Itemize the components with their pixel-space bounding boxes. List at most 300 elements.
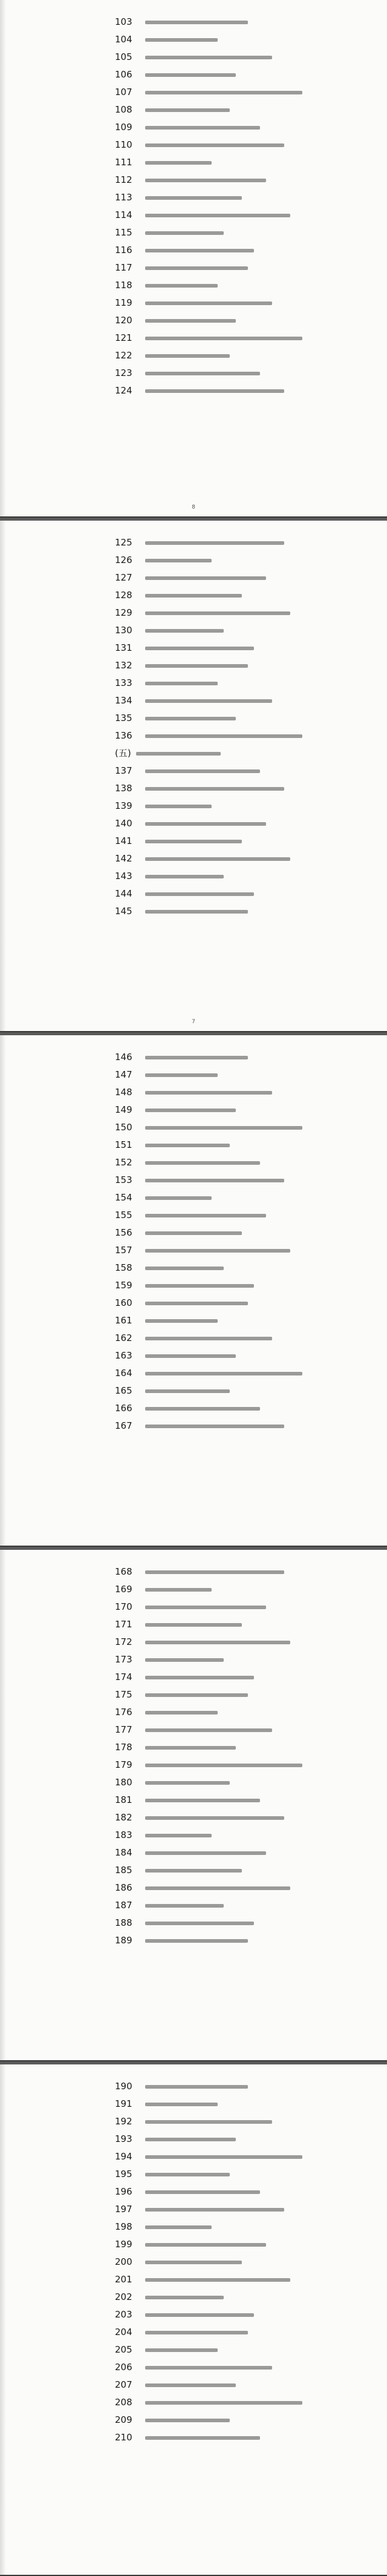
list-item [0, 1242, 387, 1259]
item-number: 191 [115, 2098, 132, 2109]
illegible-text-line [145, 1284, 254, 1288]
illegible-text-line [145, 2120, 272, 2124]
page-number: 8 [192, 504, 195, 510]
illegible-text-line [145, 2296, 224, 2299]
illegible-text-line [145, 1319, 218, 1323]
item-number: 128 [115, 590, 132, 601]
item-number: 122 [115, 350, 132, 361]
list-item [0, 119, 387, 136]
illegible-text-line [145, 214, 290, 217]
item-number: 115 [115, 227, 132, 238]
list-item [0, 1739, 387, 1756]
illegible-text-line [145, 2313, 254, 2317]
item-number: 201 [115, 2274, 132, 2285]
section-heading [0, 745, 387, 762]
illegible-text-line [145, 1834, 212, 1837]
item-number: 172 [115, 1636, 132, 1647]
list-item [0, 1756, 387, 1773]
illegible-text-line [145, 2085, 248, 2089]
item-number: 135 [115, 713, 132, 723]
illegible-text-line [145, 38, 218, 42]
list-item [0, 2271, 387, 2288]
item-number: 178 [115, 1742, 132, 1753]
item-number: 145 [115, 906, 132, 917]
illegible-text-line [145, 682, 218, 685]
illegible-text-line [145, 337, 302, 340]
item-number: 142 [115, 853, 132, 864]
list-item [0, 552, 387, 568]
illegible-text-line [145, 1799, 260, 1802]
illegible-text-line [145, 1711, 218, 1715]
page-number: 7 [192, 1019, 195, 1025]
item-number: 193 [115, 2133, 132, 2144]
list-item [0, 1668, 387, 1685]
item-number: 107 [115, 87, 132, 97]
illegible-text-line [145, 2190, 260, 2194]
illegible-text-line [145, 2208, 284, 2212]
item-number: 208 [115, 2397, 132, 2408]
list-item [0, 1365, 387, 1382]
illegible-text-line [145, 73, 236, 77]
item-number: 150 [115, 1122, 132, 1133]
item-number: 185 [115, 1865, 132, 1876]
illegible-text-line [145, 1337, 272, 1340]
list-item [0, 48, 387, 65]
list-item [0, 154, 387, 171]
illegible-text-line [145, 372, 260, 375]
illegible-text-line [145, 91, 302, 94]
illegible-text-line [145, 1389, 230, 1393]
list-item [0, 797, 387, 814]
item-number: 153 [115, 1174, 132, 1185]
list-item [0, 2113, 387, 2130]
item-number: 163 [115, 1350, 132, 1361]
item-number: 167 [115, 1420, 132, 1431]
list-item [0, 242, 387, 259]
item-number: 131 [115, 642, 132, 653]
illegible-text-line [145, 1267, 224, 1270]
illegible-text-line [136, 752, 221, 756]
list-item [0, 1633, 387, 1650]
list-item [0, 2078, 387, 2095]
list-item [0, 31, 387, 48]
item-number: 116 [115, 245, 132, 255]
illegible-text-line [145, 559, 212, 562]
illegible-text-line [145, 1214, 266, 1217]
item-number: 189 [115, 1935, 132, 1946]
illegible-text-line [145, 1425, 284, 1428]
illegible-text-line [145, 143, 284, 147]
list-item [0, 569, 387, 586]
list-item [0, 13, 387, 30]
list-item [0, 1862, 387, 1879]
illegible-text-line [145, 2138, 236, 2141]
list-item [0, 710, 387, 726]
illegible-text-line [145, 2419, 230, 2422]
list-item [0, 347, 387, 364]
illegible-text-line [145, 2155, 302, 2159]
item-number: 200 [115, 2256, 132, 2267]
illegible-text-line [145, 249, 254, 252]
item-number: 183 [115, 1830, 132, 1840]
illegible-text-line [145, 126, 260, 130]
illegible-text-line [145, 2225, 212, 2229]
list-item [0, 868, 387, 884]
illegible-text-line [145, 301, 272, 305]
list-item [0, 2201, 387, 2218]
document-page [0, 0, 387, 518]
illegible-text-line [145, 1728, 272, 1732]
illegible-text-line [145, 717, 236, 720]
item-number: 136 [115, 730, 132, 741]
list-item [0, 294, 387, 311]
illegible-text-line [145, 2278, 290, 2282]
item-number: 149 [115, 1104, 132, 1115]
illegible-text-line [145, 857, 290, 861]
illegible-text-line [145, 1126, 302, 1130]
item-number: 141 [115, 835, 132, 846]
illegible-text-line [145, 1073, 218, 1077]
list-item [0, 1277, 387, 1294]
illegible-text-line [145, 1676, 254, 1679]
list-item [0, 1207, 387, 1224]
list-item [0, 587, 387, 604]
item-number: 111 [115, 157, 132, 168]
illegible-text-line [145, 2348, 218, 2352]
list-item [0, 364, 387, 381]
illegible-text-line [145, 629, 224, 633]
illegible-text-line [145, 1108, 236, 1112]
item-number: 124 [115, 385, 132, 396]
item-number: 160 [115, 1297, 132, 1308]
illegible-text-line [145, 1816, 284, 1820]
illegible-text-line [145, 1144, 230, 1147]
list-item [0, 224, 387, 241]
list-item [0, 189, 387, 206]
list-item [0, 2148, 387, 2165]
illegible-text-line [145, 892, 254, 896]
list-item [0, 657, 387, 674]
list-item [0, 2218, 387, 2235]
illegible-text-line [145, 647, 254, 650]
illegible-text-line [145, 875, 224, 878]
item-number: 206 [115, 2362, 132, 2373]
list-item [0, 1879, 387, 1896]
illegible-text-line [145, 787, 284, 791]
item-number: 133 [115, 677, 132, 688]
item-number: 139 [115, 800, 132, 811]
list-item [0, 1704, 387, 1721]
illegible-text-line [145, 611, 290, 615]
item-number: 103 [115, 16, 132, 27]
list-item [0, 1417, 387, 1434]
item-number: 137 [115, 765, 132, 776]
list-item [0, 1136, 387, 1153]
item-number: 132 [115, 660, 132, 671]
list-item [0, 692, 387, 709]
list-item [0, 1616, 387, 1633]
illegible-text-line [145, 108, 230, 112]
item-number: 134 [115, 695, 132, 706]
illegible-text-line [145, 1354, 236, 1358]
item-number: 176 [115, 1707, 132, 1718]
list-item [0, 2324, 387, 2340]
illegible-text-line [145, 2366, 272, 2370]
item-number: 143 [115, 871, 132, 881]
list-item [0, 2411, 387, 2428]
item-number: 106 [115, 69, 132, 80]
illegible-text-line [145, 1693, 248, 1697]
list-item [0, 66, 387, 83]
document-page [0, 1550, 387, 2061]
list-item [0, 1154, 387, 1171]
illegible-text-line [145, 1407, 260, 1411]
item-number: 120 [115, 315, 132, 326]
item-number: 194 [115, 2151, 132, 2162]
list-item [0, 1686, 387, 1703]
item-number: 162 [115, 1332, 132, 1343]
list-item [0, 2394, 387, 2411]
item-number: 179 [115, 1759, 132, 1770]
illegible-text-line [145, 805, 212, 808]
item-number: 205 [115, 2344, 132, 2355]
illegible-text-line [145, 1570, 284, 1574]
illegible-text-line [145, 2243, 266, 2247]
item-number: 177 [115, 1724, 132, 1735]
list-item [0, 1791, 387, 1808]
list-item [0, 1084, 387, 1101]
illegible-text-line [145, 1179, 284, 1182]
list-item [0, 762, 387, 779]
list-item [0, 1294, 387, 1311]
item-number: 186 [115, 1882, 132, 1893]
list-item [0, 382, 387, 399]
item-number: 146 [115, 1052, 132, 1062]
illegible-text-line [145, 1781, 230, 1785]
illegible-text-line [145, 1746, 236, 1750]
item-number: 119 [115, 297, 132, 308]
illegible-text-line [145, 822, 266, 826]
item-number: 169 [115, 1584, 132, 1595]
document-page [0, 1035, 387, 1547]
item-number: 210 [115, 2432, 132, 2443]
item-number: 164 [115, 1368, 132, 1379]
item-number: 181 [115, 1794, 132, 1805]
list-item [0, 2183, 387, 2200]
list-item [0, 1844, 387, 1861]
item-number: 203 [115, 2309, 132, 2320]
illegible-text-line [145, 1606, 266, 1609]
illegible-text-line [145, 1056, 248, 1059]
item-number: 138 [115, 783, 132, 794]
illegible-text-line [145, 699, 272, 703]
list-item [0, 1563, 387, 1580]
list-item [0, 1651, 387, 1668]
list-item [0, 622, 387, 639]
list-item [0, 1049, 387, 1066]
illegible-text-line [145, 541, 284, 545]
item-number: 180 [115, 1777, 132, 1788]
item-number: 161 [115, 1315, 132, 1326]
list-item [0, 674, 387, 691]
illegible-text-line [145, 1869, 242, 1873]
item-number: 151 [115, 1139, 132, 1150]
list-item [0, 832, 387, 849]
list-item [0, 1774, 387, 1791]
item-number: 207 [115, 2379, 132, 2390]
item-number: 112 [115, 174, 132, 185]
item-number: 108 [115, 104, 132, 115]
list-item [0, 2166, 387, 2182]
illegible-text-line [145, 1161, 260, 1165]
item-number: 125 [115, 537, 132, 548]
item-number: 195 [115, 2169, 132, 2179]
item-number: 118 [115, 280, 132, 291]
list-item [0, 2376, 387, 2393]
item-number: 166 [115, 1403, 132, 1414]
list-item [0, 1914, 387, 1931]
item-number: 154 [115, 1192, 132, 1203]
list-item [0, 1189, 387, 1206]
illegible-text-line [145, 56, 272, 59]
list-item [0, 1581, 387, 1598]
item-number: 129 [115, 607, 132, 618]
illegible-text-line [145, 2331, 248, 2334]
list-item [0, 639, 387, 656]
illegible-text-line [145, 664, 248, 668]
list-item [0, 2306, 387, 2323]
illegible-text-line [145, 1922, 254, 1925]
list-item [0, 2359, 387, 2376]
list-item [0, 1400, 387, 1417]
item-number: 159 [115, 1280, 132, 1291]
illegible-text-line [145, 196, 242, 200]
illegible-text-line [145, 319, 236, 323]
illegible-text-line [145, 769, 260, 773]
list-item [0, 84, 387, 100]
item-number: 175 [115, 1689, 132, 1700]
item-number: 196 [115, 2186, 132, 2197]
list-item [0, 101, 387, 118]
illegible-text-line [145, 594, 242, 598]
illegible-text-line [145, 1764, 302, 1767]
list-item [0, 1932, 387, 1949]
item-number: (五) [115, 748, 131, 759]
item-number: 144 [115, 888, 132, 899]
illegible-text-line [145, 1939, 248, 1943]
illegible-text-line [145, 2103, 218, 2106]
item-number: 123 [115, 367, 132, 378]
item-number: 155 [115, 1210, 132, 1220]
illegible-text-line [145, 1302, 248, 1305]
illegible-text-line [145, 1658, 224, 1662]
item-number: 152 [115, 1157, 132, 1168]
item-number: 190 [115, 2081, 132, 2092]
item-number: 117 [115, 262, 132, 273]
illegible-text-line [145, 389, 284, 393]
item-number: 110 [115, 139, 132, 150]
list-item [0, 780, 387, 797]
list-item [0, 1721, 387, 1738]
illegible-text-line [145, 2401, 302, 2405]
list-item [0, 1259, 387, 1276]
illegible-text-line [145, 2436, 260, 2440]
list-item [0, 1382, 387, 1399]
list-item [0, 604, 387, 621]
list-item [0, 903, 387, 920]
list-item [0, 2095, 387, 2112]
item-number: 204 [115, 2327, 132, 2337]
item-number: 130 [115, 625, 132, 636]
list-item [0, 2130, 387, 2147]
illegible-text-line [145, 1249, 290, 1253]
item-number: 114 [115, 209, 132, 220]
item-number: 168 [115, 1566, 132, 1577]
item-number: 209 [115, 2414, 132, 2425]
list-item [0, 1809, 387, 1826]
list-item [0, 2288, 387, 2305]
item-number: 188 [115, 1917, 132, 1928]
illegible-text-line [145, 1372, 302, 1375]
list-item [0, 1347, 387, 1364]
illegible-text-line [145, 2173, 230, 2176]
list-item [0, 727, 387, 744]
illegible-text-line [145, 21, 248, 24]
illegible-text-line [145, 1091, 272, 1095]
item-number: 148 [115, 1087, 132, 1098]
item-number: 113 [115, 192, 132, 203]
list-item [0, 1171, 387, 1188]
item-number: 182 [115, 1812, 132, 1823]
list-item [0, 2429, 387, 2446]
illegible-text-line [145, 576, 266, 580]
list-item [0, 1827, 387, 1843]
list-item [0, 1066, 387, 1083]
list-item [0, 136, 387, 153]
item-number: 170 [115, 1601, 132, 1612]
document-page [0, 2064, 387, 2576]
item-number: 202 [115, 2291, 132, 2302]
list-item [0, 277, 387, 294]
illegible-text-line [145, 231, 224, 235]
item-number: 158 [115, 1262, 132, 1273]
list-item [0, 1897, 387, 1914]
illegible-text-line [145, 1641, 290, 1644]
list-item [0, 1598, 387, 1615]
illegible-text-line [145, 2383, 236, 2387]
illegible-text-line [145, 284, 218, 288]
list-item [0, 850, 387, 867]
item-number: 173 [115, 1654, 132, 1665]
item-number: 174 [115, 1672, 132, 1682]
list-item [0, 885, 387, 902]
item-number: 199 [115, 2239, 132, 2250]
illegible-text-line [145, 266, 248, 270]
list-item [0, 206, 387, 223]
illegible-text-line [145, 1623, 242, 1627]
list-item [0, 1101, 387, 1118]
illegible-text-line [145, 161, 212, 165]
item-number: 140 [115, 818, 132, 829]
list-item [0, 2236, 387, 2253]
item-number: 197 [115, 2204, 132, 2215]
illegible-text-line [145, 1588, 212, 1592]
list-item [0, 2253, 387, 2270]
list-item [0, 1329, 387, 1346]
list-item [0, 2341, 387, 2358]
item-number: 165 [115, 1385, 132, 1396]
item-number: 171 [115, 1619, 132, 1630]
